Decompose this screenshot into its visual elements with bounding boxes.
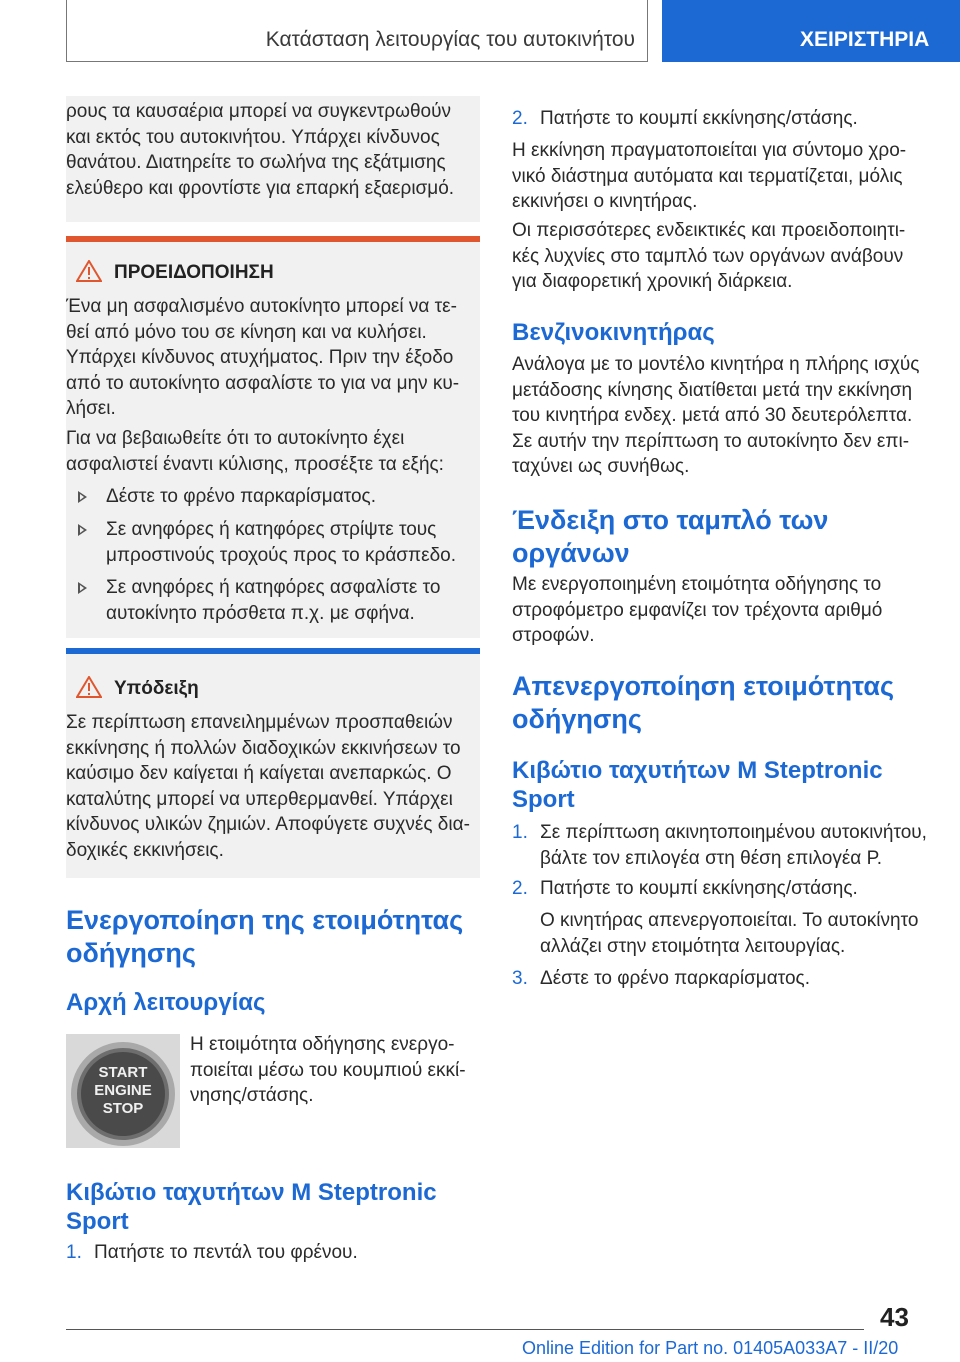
principle-paragraph (190, 1032, 480, 1109)
paragraph (512, 138, 932, 215)
text-line: Η ετοιμότητα οδήγησης ενεργο- (190, 1034, 455, 1055)
text-line: καύσιμο δεν καίγεται ή καίγεται ανεπαρκώς. Ο (66, 763, 452, 784)
text-line: Δέστε το φρένο παρκαρίσματος. (106, 486, 376, 507)
heading-line: Απενεργοποίηση ετοιμότητας (512, 671, 894, 701)
text-line: εκκινήσει ο κινητήρας. (512, 191, 698, 212)
warning-icon (76, 260, 102, 282)
button-text-line: ENGINE (94, 1082, 152, 1099)
list-item (106, 575, 476, 626)
section-label: ΧΕΙΡΙΣΤΗΡΙΑ (800, 28, 930, 51)
step-number: 1. (66, 1242, 82, 1263)
button-text-line: STOP (102, 1100, 144, 1117)
text-line: ρους τα καυσαέρια μπορεί να συγκεντρωθούν (66, 101, 451, 122)
text-line: από το αυτοκίνητο ασφαλίστε το για να μην κυ- (66, 372, 460, 394)
step-number: 1. (512, 822, 528, 843)
text-line: δοχικές εκκινήσεις. (66, 839, 224, 861)
paragraph (512, 572, 932, 649)
text-line: Με ενεργοποιημένη ετοιμότητα οδήγησης το (512, 574, 882, 595)
step-text (540, 820, 940, 871)
step-number: 3. (512, 968, 528, 989)
text-line: Για να βεβαιωθείτε ότι το αυτοκίνητο έχει (66, 428, 405, 449)
heading-line: οδήγησης (66, 938, 196, 968)
note-title: Υπόδειξη (114, 678, 199, 699)
footer-divider (66, 1329, 864, 1330)
text-line: εκκίνησης ή πολλών διαδοχικών εκκινήσεων το (66, 737, 461, 759)
text-line: για διαφορετική χρονική διάρκεια. (512, 271, 793, 292)
text-line: θεί από μόνο του σε κίνηση και να κυλήσει. (66, 321, 427, 343)
heading-deactivate (512, 670, 932, 736)
heading-line: οργάνων (512, 538, 630, 568)
heading-line: Sport (66, 1208, 129, 1235)
heading-principle: Αρχή λειτουργίας (66, 989, 266, 1016)
heading-display (512, 504, 932, 570)
step-text: Πατήστε το κουμπί εκκίνησης/στάσης. (540, 108, 858, 129)
text-line: Σε ανηφόρες ή κατηφόρες ασφαλίστε το (106, 577, 441, 598)
step-number: 2. (512, 878, 528, 899)
text-line: Ανάλογα με το μοντέλο κινητήρα η πλήρης ισχύς (512, 354, 920, 375)
heading-activate (66, 904, 480, 970)
heading-gearbox (66, 1178, 480, 1236)
step-number: 2. (512, 108, 528, 129)
text-line: ελεύθερο και φροντίστε για επαρκή εξαερισμό. (66, 177, 455, 199)
text-line: νικό διάστημα αυτόματα και τερματίζεται, μόλις (512, 165, 903, 187)
text-line: καταλύτης μπορεί να υπερθερμανθεί. Υπάρχει (66, 788, 453, 810)
bullet-icon (78, 582, 87, 594)
text-line: στροφών. (512, 625, 595, 646)
text-line: Ένα μη ασφαλισμένο αυτοκίνητο μπορεί να τε- (66, 296, 457, 317)
warning-title: ΠΡΟΕΙΔΟΠΟΙΗΣΗ (114, 262, 274, 283)
text-line: μετάδοσης κίνησης διατίθεται μετά την εκκίνηση (512, 379, 913, 401)
section-tab (662, 0, 960, 62)
heading-petrol: Βενζινοκινητήρας (512, 319, 715, 346)
step-text: Πατήστε το κουμπί εκκίνησης/στάσης. (540, 878, 858, 899)
heading-gearbox (512, 756, 932, 814)
note-box (66, 654, 480, 878)
heading-line: Ένδειξη στο ταμπλό των (512, 505, 829, 535)
text-line: μπροστινούς τροχούς προς το κράσπεδο. (106, 544, 457, 566)
heading-line: Sport (512, 786, 575, 813)
text-line: Σε περίπτωση ακινητοποιημένου αυτοκινήτου, (540, 822, 927, 843)
text-line: του κινητήρα ενδεχ. μετά από 30 δευτερόλεπτα. (512, 405, 913, 426)
page-number: 43 (880, 1302, 909, 1332)
text-line: Σε περίπτωση επανειλημμένων προσπαθειών (66, 712, 453, 733)
text-line: κές λυχνίες στο ταμπλό των οργάνων ανάβουν (512, 245, 904, 267)
button-text-line: START (98, 1064, 148, 1081)
intro-box (66, 96, 480, 222)
header-title-box (66, 0, 648, 62)
list-item (106, 517, 476, 568)
text-line: ποιείται μέσω του κουμπιού εκκί- (190, 1059, 466, 1081)
chapter-title: Κατάσταση λειτουργίας του αυτοκινήτου (265, 28, 635, 51)
paragraph (512, 352, 932, 480)
warning-icon (76, 676, 102, 698)
text-line: λήσει. (66, 398, 116, 419)
text-line: Σε ανηφόρες ή κατηφόρες στρίψτε τους (106, 519, 437, 540)
text-line: θανάτου. Διατηρείτε το σωλήνα της εξάτμισης (66, 152, 446, 173)
list-item (106, 484, 476, 510)
paragraph (512, 218, 932, 295)
text-line: αυτοκίνητο πρόσθετα π.χ. με σφήνα. (106, 602, 415, 624)
text-line: Σε αυτήν την περίπτωση το αυτοκίνητο δεν επι- (512, 430, 910, 452)
text-line: Η εκκίνηση πραγματοποιείται για σύντομο χρο- (512, 140, 907, 161)
step-subtext (540, 908, 940, 959)
button-label (66, 1064, 180, 1118)
bullet-icon (78, 491, 87, 503)
text-line: στροφόμετρο εμφανίζει τον τρέχοντα αριθμό (512, 599, 883, 621)
bullet-icon (78, 524, 87, 536)
text-line: ασφαλιστεί έναντι κύλισης, προσέξτε τα εξής: (66, 453, 444, 475)
start-button-image (66, 1034, 180, 1148)
text-line: και εκτός του αυτοκινήτου. Υπάρχει κίνδυνος (66, 126, 440, 148)
text-line: Ο κινητήρας απενεργοποιείται. Το αυτοκίνητο (540, 910, 919, 931)
heading-line: Ενεργοποίηση της ετοιμότητας (66, 905, 464, 935)
text-line: νησης/στάσης. (190, 1085, 314, 1106)
warning-paragraph-2 (66, 426, 480, 477)
text-line: ταχύνει ως συνήθως. (512, 456, 690, 477)
edition-note: Online Edition for Part no. 01405A033A7 - II/20 (522, 1338, 899, 1358)
intro-paragraph (66, 99, 480, 201)
text-line: αλλάζει στην ετοιμότητα λειτουργίας. (540, 935, 846, 957)
text-line: κίνδυνος υλικών ζημιών. Αποφύγετε συχνές δια- (66, 814, 470, 835)
step-text: Πατήστε το πεντάλ του φρένου. (94, 1242, 358, 1263)
heading-line: Κιβώτιο ταχυτήτων M Steptronic (512, 757, 883, 784)
warning-box (66, 242, 480, 638)
heading-line: οδήγησης (512, 704, 642, 734)
heading-line: Κιβώτιο ταχυτήτων M Steptronic (66, 1179, 437, 1206)
note-paragraph (66, 710, 480, 863)
text-line: Οι περισσότερες ενδεικτικές και προειδοποιητι- (512, 220, 906, 241)
step-text: Δέστε το φρένο παρκαρίσματος. (540, 968, 810, 989)
text-line: βάλτε τον επιλογέα στη θέση επιλογέα P. (540, 847, 883, 869)
warning-paragraph (66, 294, 480, 422)
text-line: Υπάρχει κίνδυνος ατυχήματος. Πριν την έξοδο (66, 347, 454, 368)
